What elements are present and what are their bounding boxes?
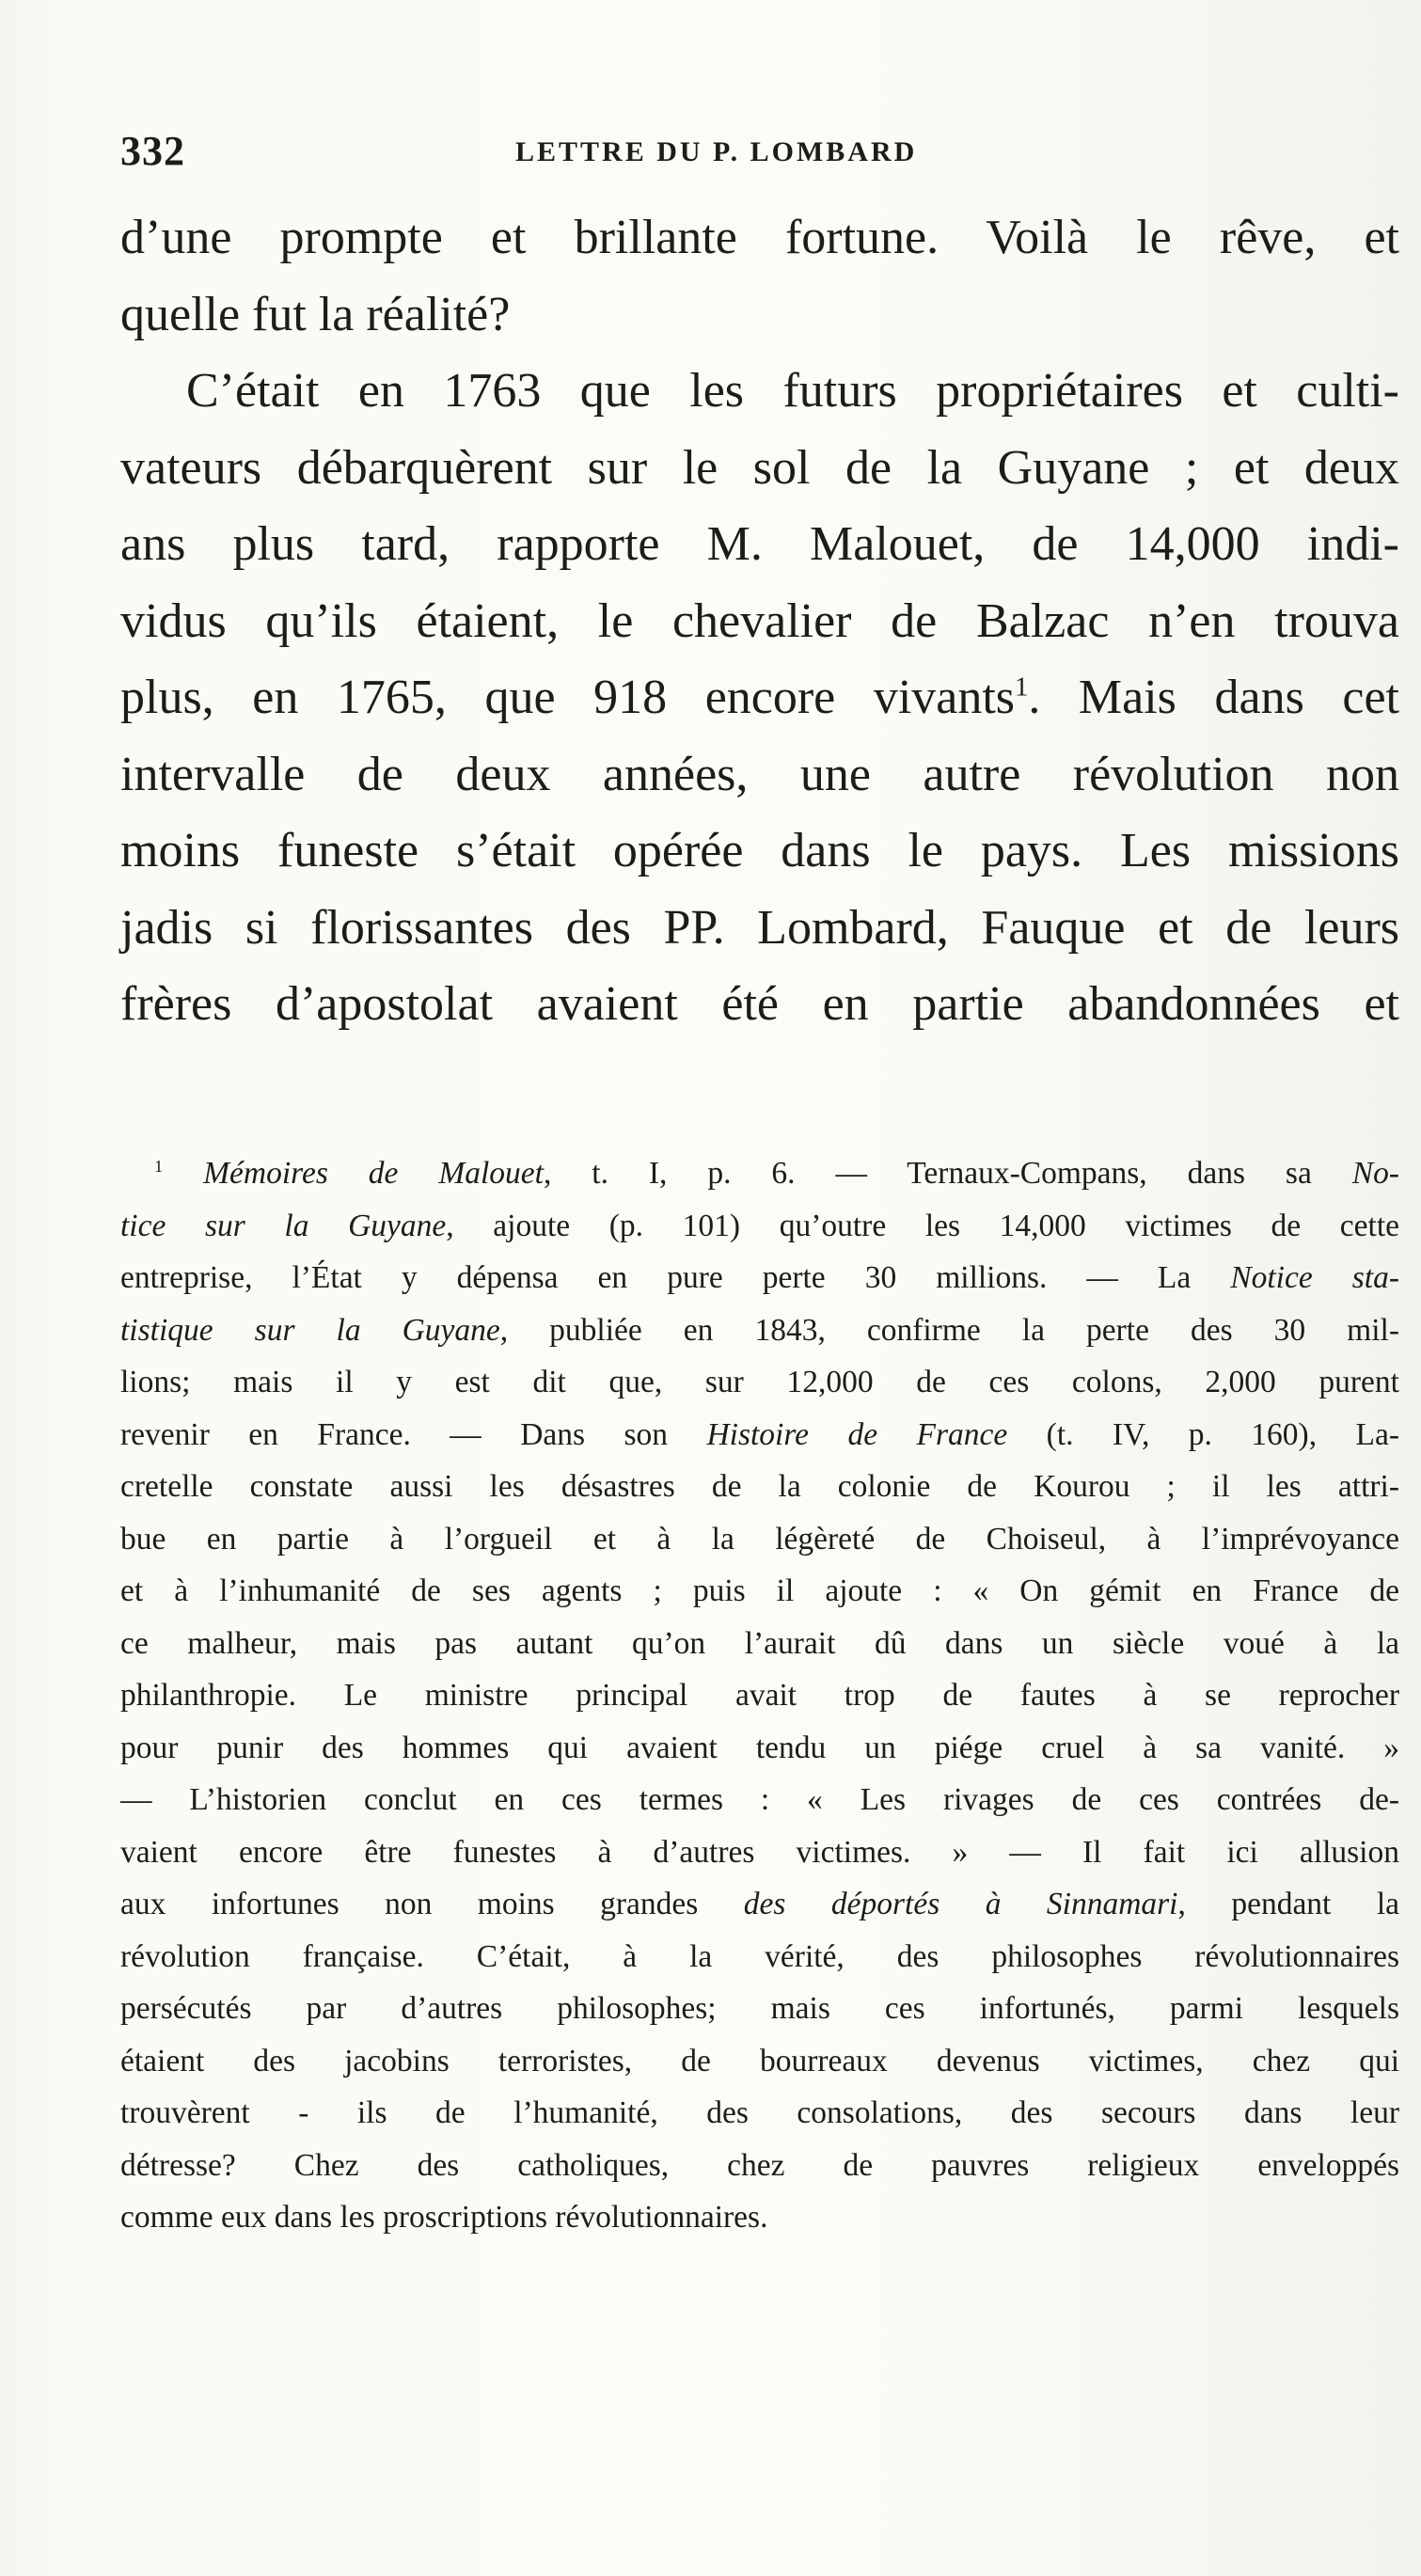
footnote-line: comme eux dans les proscriptions révolutionnaires. [120,2200,768,2235]
text-line: d’une prompte et brillante fortune. Voilà le rêve, et [120,211,1399,264]
text-line: vidus qu’ils étaient, le chevalier de Balzac n’en trouva [120,593,1399,648]
paragraph-2 [120,353,1399,1043]
text-line: C’était en 1763 que les futurs propriétaires et culti- [186,364,1399,418]
text-line-with-note [120,659,1399,736]
text-line: ans plus tard, rapporte M. Malouet, de 14,000 indi- [120,517,1399,571]
footnote-line: — L’historien conclut en ces termes : « Les rivages de ces contrées de- [120,1782,1399,1817]
footnote-line: trouvèrent - ils de l’humanité, des consolations, des secours dans leur [120,2095,1399,2130]
page-number: 332 [120,128,185,174]
footnote-line: revenir en France. — Dans son Histoire de France (t. IV, p. 160), La- [120,1416,1400,1452]
running-head [120,128,1399,175]
text-segment: plus, en 1765, que 918 encore vivants [120,671,1016,724]
paragraph-1 [120,199,1399,353]
footnote-line: et à l’inhumanité de ses agents ; puis il ajoute : « On gémit en France de [120,1573,1399,1608]
footnote-reference[interactable]: 1 [1015,672,1029,703]
footnote-line: $^1$ Mémoires de Malouet, t. I, p. 6. — Ternaux-Compans, dans sa No- [154,1156,1400,1191]
text-line: moins funeste s’était opérée dans le pays. Les missions [120,824,1399,877]
footnote-line: entreprise, l’État y dépensa en pure perte 30 millions. — La Notice sta- [120,1260,1399,1295]
text-segment: . Mais dans cet [1028,671,1399,724]
footnote-line: persécutés par d’autres philosophes; mais ces infortunés, parmi lesquels [120,1991,1399,2026]
footnote-line: révolution française. C’était, à la vérité, des philosophes révolutionnaires [120,1938,1399,1974]
footnote-line: vaient encore être funestes à d’autres victimes. » — Il fait ici allusion [120,1834,1399,1870]
footnote-marker: 1 [154,1156,164,1176]
text-line: vateurs débarquèrent sur le sol de la Guyane ; et deux [120,440,1399,495]
footnote-block [120,1147,1399,2244]
running-title: LETTRE DU P. LOMBARD [515,136,918,167]
footnote-line: bue en partie à l’orgueil et à la légèreté de Choiseul, à l’imprévoyance [120,1521,1399,1557]
footnote-line: tice sur la Guyane, ajoute (p. 101) qu’outre les 14,000 victimes de cette [120,1208,1399,1243]
footnote-text [120,1147,1399,2244]
footnote-line: détresse? Chez des catholiques, chez de pauvres religieux enveloppés [120,2147,1399,2183]
footnote-line: ce malheur, mais pas autant qu’on l’aurait dû dans un siècle voué à la [120,1625,1399,1661]
footnote-line: tistique sur la Guyane, publiée en 1843, confirme la perte des 30 mil- [120,1312,1400,1348]
footnote-line: philanthropie. Le ministre principal avait trop de fautes à se reprocher [120,1678,1399,1713]
text-line: intervalle de deux années, une autre révolution non [120,747,1399,801]
text-line: quelle fut la réalité? [120,287,511,341]
main-text [120,199,1399,1043]
footnote-line: étaient des jacobins terroristes, de bourreaux devenus victimes, chez qui [120,2043,1399,2078]
text-line: frères d’apostolat avaient été en partie abandonnées et [120,977,1399,1031]
footnote-line: cretelle constate aussi les désastres de la colonie de Kourou ; il les attri- [120,1469,1399,1504]
footnote-line: aux infortunes non moins grandes des déportés à Sinnamari, pendant la [120,1887,1399,1921]
footnote-line: pour punir des hommes qui avaient tendu un piége cruel à sa vanité. » [120,1730,1399,1765]
footnote-line: lions; mais il y est dit que, sur 12,000 de ces colons, 2,000 purent [120,1365,1399,1399]
text-line: jadis si florissantes des PP. Lombard, Fauque et de leurs [120,900,1399,955]
